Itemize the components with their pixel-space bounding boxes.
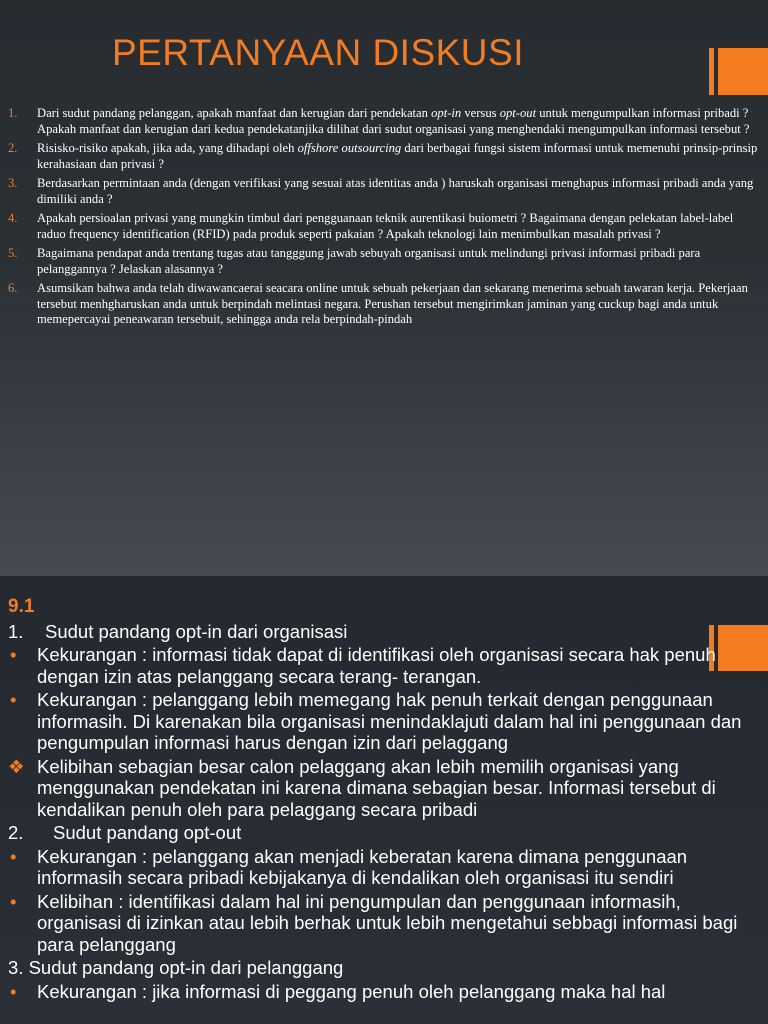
question-text: Apakah persioalan privasi yang mungkin timbul dari pengguanaan teknik aurentikasi buiometri ? Bagaimana dengan pelekatan label-label raduo frequency identification (RFID) pada produk seperti pakaian ? Apakah teknologi lain menimbulkan masalah privasi ? <box>37 211 734 241</box>
bullet-dot-icon: • <box>10 689 17 710</box>
question-item <box>8 211 760 242</box>
question-text: Bagaimana pendapat anda trentang tugas atau tangggung jawab sebuyah organisasi untuk melindungi privasi informasi pribadi para pelanggannya ? Jelaskan alasannya ? <box>37 246 701 276</box>
question-number: 4. <box>8 211 18 225</box>
diamond-bullet-icon: ❖ <box>8 755 25 777</box>
slide-title: PERTANYAAN DISKUSI <box>112 32 524 73</box>
bullet-item: • Kekurangan : jika informasi di peggang penuh oleh pelanggang maka hal hal <box>10 980 666 1002</box>
subsection-title: 1. Sudut pandang opt-in dari organisasi <box>8 620 348 642</box>
question-item: 1. Dari sudut pandang pelanggan, apakah manfaat dan kerugian dari pendekatan opt-in versus opt-out untuk mengumpulkan informasi pribadi ? Apakah manfaat dan kerugian dari kedua pendekatanjika dilihat dari sudut organisasi yang menghendaki mengumpulkan informasi tersebut ? <box>8 106 750 136</box>
question-text: Berdasarkan permintaan anda (dengan verifikasi yang sesuai atas identitas anda ) haruskah organisasi menghapus informasi pribadi anda yang dimiliki anda ? <box>37 176 754 206</box>
bullet-dot-icon: • <box>10 644 17 665</box>
bullet-dot-icon: • <box>10 890 17 912</box>
bullet-item: • Kekurangan : informasi tidak dapat di identifikasi oleh organisasi secara hak penuh dengan izin atas pelanggang secara terang- terangan. <box>10 644 716 687</box>
question-number: 2. <box>8 141 18 155</box>
subsection-title: 2. Sudut pandang opt-out <box>8 822 242 843</box>
answer-content <box>8 596 748 1004</box>
subsection-title: 3. Sudut pandang opt-in dari pelanggang <box>8 957 344 978</box>
question-number: 1. <box>8 106 18 120</box>
question-list <box>8 106 760 332</box>
bullet-item: • Kekurangan : pelanggang akan menjadi keberatan karena dimana penggunaan informasih secara pribadi kebijakanya di kendalikan oleh organisasi itu sendiri <box>10 845 688 888</box>
question-item: 2. Risisko-risiko apakah, jika ada, yang dihadapi oleh offshore outsourcing dari berbagai fungsi sistem informasi untuk memenuhi prinsip-prinsip kerahasiaan dan privasi ? <box>8 141 758 171</box>
bullet-item: • Kelibihan : identifikasi dalam hal ini pengumpulan dan penggunaan informasih, organisasi di izinkan atau lebih berhak untuk lebih mengetahui sebbagi informasi bagi para pelanggang <box>10 890 738 955</box>
question-number: 5. <box>8 246 18 260</box>
bullet-item: • Kekurangan : pelanggang lebih memegang hak penuh terkait dengan penggunaan informasih. Di karenakan bila organisasi menindaklajuti dalam hal ini penggunaan dan pengumpulan informasi harus dengan izin dari pelaggang <box>10 689 742 753</box>
bullet-item: ❖ Kelibihan sebagian besar calon pelaggang akan lebih memilih organisasi yang menggunakan pendekatan ini karena dimana sebagian besar. Informasi tersebut di kendalikan penuh oleh para pelaggang secara pribadi <box>8 755 716 820</box>
question-item <box>8 246 760 277</box>
section-heading: 9.1 <box>8 596 35 617</box>
slide-2 <box>0 576 768 1024</box>
question-number: 6. <box>8 281 18 295</box>
question-item <box>8 176 760 207</box>
bullet-dot-icon: • <box>10 845 17 867</box>
bullet-dot-icon: • <box>10 980 17 1002</box>
question-item <box>8 281 760 328</box>
question-number: 3. <box>8 176 18 190</box>
question-text: Asumsikan bahwa anda telah diwawancaerai seacara online untuk sebuah pekerjaan dan sekarang menerima sebuah tawaran kerja. Pekerjaan tersebut menhgharuskan anda untuk berpindah melintasi negara. Perushan tersebut mengirimkan jaminan yang cuckup bagi anda untuk memepercayai peneawaran tersebuit, sehingga anda rela berpindah-pindah <box>37 281 748 326</box>
